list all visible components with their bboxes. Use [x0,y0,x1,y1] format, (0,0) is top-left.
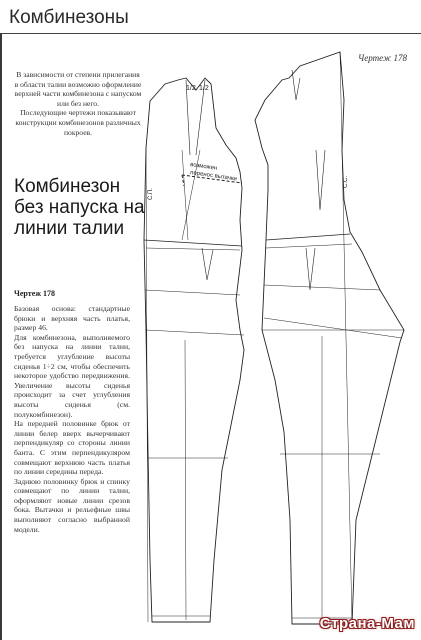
back-hip-line [264,285,380,290]
front-waist-line-2 [146,248,240,250]
body-paragraph: Базовая основа: стандартные брюки и верхняя часть платья, размер 46. [14,304,130,333]
body-paragraph: Заднюю половинку брюк и спинку совмещают по линии талии, оформляют новые линии срезов бока. Вытачки и рельефные швы выполняют согласно выбранной модели. [14,476,130,534]
intro-paragraph-1: В зависимости от степени прилегания в области талии возможно оформление верхней части комбинезона с напуском или без него. [14,70,142,108]
front-piece-outline [144,78,244,622]
front-waist-dart [202,248,213,280]
front-half-label-left: 1/2 [186,85,196,92]
back-center-line [340,52,352,624]
section-title: Комбинезон без напуска на линии талии [14,176,145,239]
back-piece-outline [255,52,404,624]
back-seat-line [264,318,402,338]
back-center-mark: С.С. [343,176,349,188]
dart-note-line-2: перенос вытачки [189,170,238,183]
back-waist-dart [306,248,315,290]
back-waist-line [266,234,350,240]
front-grain-line [185,340,186,620]
watermark-logo: Страна-Мам [319,615,415,632]
back-neck-dart [292,70,300,100]
body-paragraph: На передней половинке брюк от линии белер вверх вычерчивают перпендикуляр со стороны линии банта. С этим перпендикуляром совмещают верхнюю часть платья по линии середины переда. [14,419,130,477]
intro-paragraph-2: Последующие чертежи показывают конструкции комбинезонов различных покроев. [15,108,141,137]
drawing-number-label: Чертеж 178 [358,53,407,63]
back-waist-line-2 [266,244,352,248]
front-waist-line [144,240,242,246]
front-guide-vertical [182,150,188,240]
page-title: Комбинезоны [9,7,129,28]
front-half-label-right: 1/2 [199,85,209,92]
dart-note-line-1: возможен [189,162,218,172]
front-center-mark: С.П. [148,188,154,200]
body-paragraph: Для комбинезона, выполняемого без напуска на линии талии, требуется углубление высоты сиденья 1÷2 см, чтобы обеспечить некоторое удобство передвижения. Увеличение высоты сиденья происходит за счет углубления высоты сиденья (см. полукомбинезон). [14,332,130,419]
back-shoulder-dart [316,150,325,210]
front-center-line [146,148,148,622]
body-subheading: Чертеж 178 [14,289,56,298]
front-seat-line [146,330,244,335]
front-hip-line [145,290,240,295]
